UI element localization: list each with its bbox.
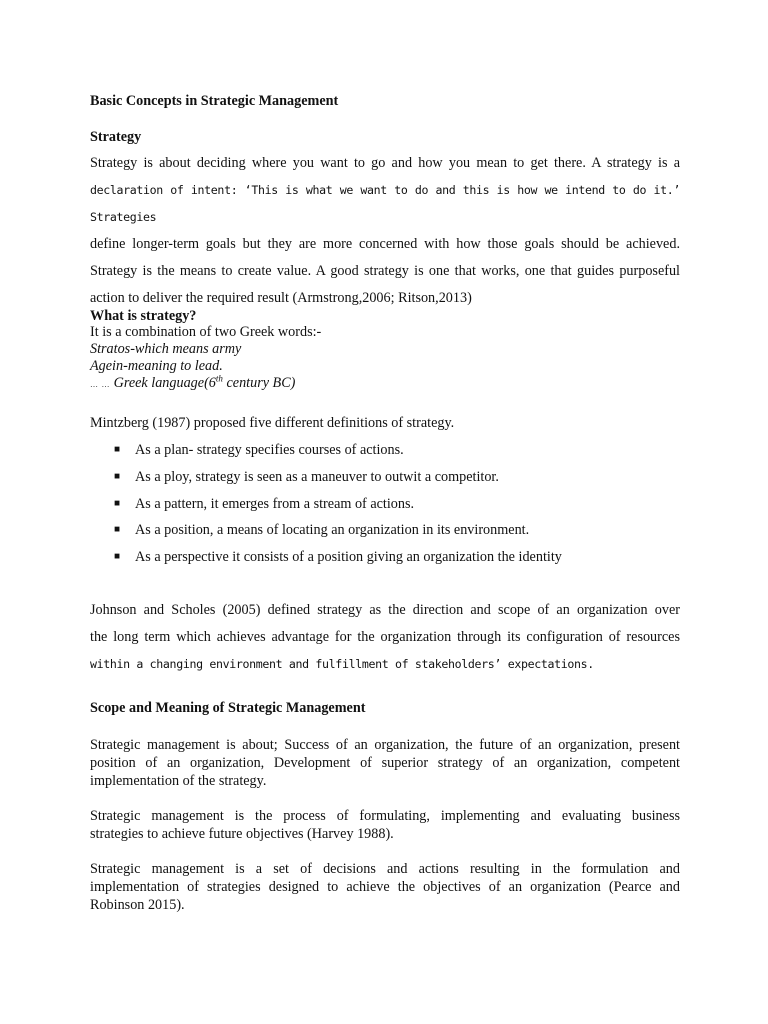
list-item: [90, 520, 562, 547]
bullet-square-icon: ■: [114, 551, 121, 563]
paragraph-line: Strategic management is the process of formulating, implementing and evaluating business: [90, 808, 680, 824]
scope-paragraph-3: [90, 860, 680, 914]
paragraph-line: implementation of the strategy.: [90, 773, 267, 789]
list-item: [90, 547, 562, 574]
greek-language-superscript: th: [215, 373, 223, 384]
greek-language-suffix: century BC): [222, 375, 296, 391]
agein-definition: Agein-meaning to lead.: [90, 358, 223, 374]
list-item-text: As a pattern, it emerges from a stream of actions.: [135, 495, 415, 512]
johnson-scholes-paragraph: [90, 597, 680, 678]
paragraph-line: Robinson 2015).: [90, 897, 185, 913]
greek-intro: It is a combination of two Greek words:-: [90, 324, 322, 340]
scope-paragraph-2: [90, 807, 680, 843]
paragraph-line: within a changing environment and fulfillment of stakeholders’ expectations.: [90, 657, 594, 671]
list-item: [90, 440, 562, 467]
paragraph-line: position of an organization, Development of superior strategy of an organization, competent: [90, 755, 680, 771]
paragraph-line: Johnson and Scholes (2005) defined strategy as the direction and scope of an organization over: [90, 602, 680, 618]
strategy-paragraph: [90, 150, 680, 312]
scope-paragraph-1: [90, 736, 680, 790]
bullet-square-icon: ■: [114, 470, 121, 482]
paragraph-line: Strategic management is a set of decisions and actions resulting in the formulation and: [90, 861, 680, 877]
paragraph-line: the long term which achieves advantage for the organization through its configuration of resources: [90, 629, 680, 645]
stratos-definition: Stratos-which means army: [90, 341, 242, 357]
scope-heading: Scope and Meaning of Strategic Management: [90, 700, 366, 716]
document-page: [90, 0, 680, 1024]
strategy-heading: Strategy: [90, 129, 142, 145]
paragraph-line: Strategy is the means to create value. A good strategy is one that works, one that guides purposeful: [90, 263, 680, 279]
list-item-text: As a position, a means of locating an organization in its environment.: [135, 522, 530, 539]
paragraph-line: Strategy is about deciding where you want to go and how you mean to get there. A strategy is a: [90, 155, 680, 171]
what-is-strategy-heading: What is strategy?: [90, 308, 197, 324]
bullet-square-icon: ■: [114, 497, 121, 509]
mintzberg-intro: Mintzberg (1987) proposed five different definitions of strategy.: [90, 415, 455, 431]
greek-origin-block: [90, 324, 321, 393]
greek-language-prefix: Greek language(6: [113, 375, 216, 391]
paragraph-line: implementation of strategies designed to achieve the objectives of an organization (Pearce and: [90, 879, 680, 895]
ellipsis-dots: … …: [90, 380, 111, 389]
list-item: [90, 467, 562, 494]
paragraph-line: strategies to achieve future objectives (Harvey 1988).: [90, 826, 394, 842]
bullet-square-icon: ■: [114, 444, 121, 455]
document-title: Basic Concepts in Strategic Management: [90, 93, 339, 109]
paragraph-line: declaration of intent: ‘This is what we want to do and this is how we intend to do it.’ Strategies: [90, 183, 680, 224]
list-item-text: As a plan- strategy specifies courses of actions.: [135, 442, 404, 458]
paragraph-line: define longer-term goals but they are more concerned with how those goals should be achieved.: [90, 236, 680, 252]
bullet-square-icon: ■: [114, 524, 121, 536]
list-item: [90, 494, 562, 521]
paragraph-line: action to deliver the required result (Armstrong,2006; Ritson,2013): [90, 290, 472, 306]
paragraph-line: Strategic management is about; Success of an organization, the future of an organization, present: [90, 737, 680, 753]
greek-language-line: [90, 375, 321, 393]
list-item-text: As a perspective it consists of a position giving an organization the identity: [135, 549, 562, 566]
mintzberg-definitions-list: [90, 440, 562, 574]
list-item-text: As a ploy, strategy is seen as a maneuver to outwit a competitor.: [135, 468, 499, 485]
